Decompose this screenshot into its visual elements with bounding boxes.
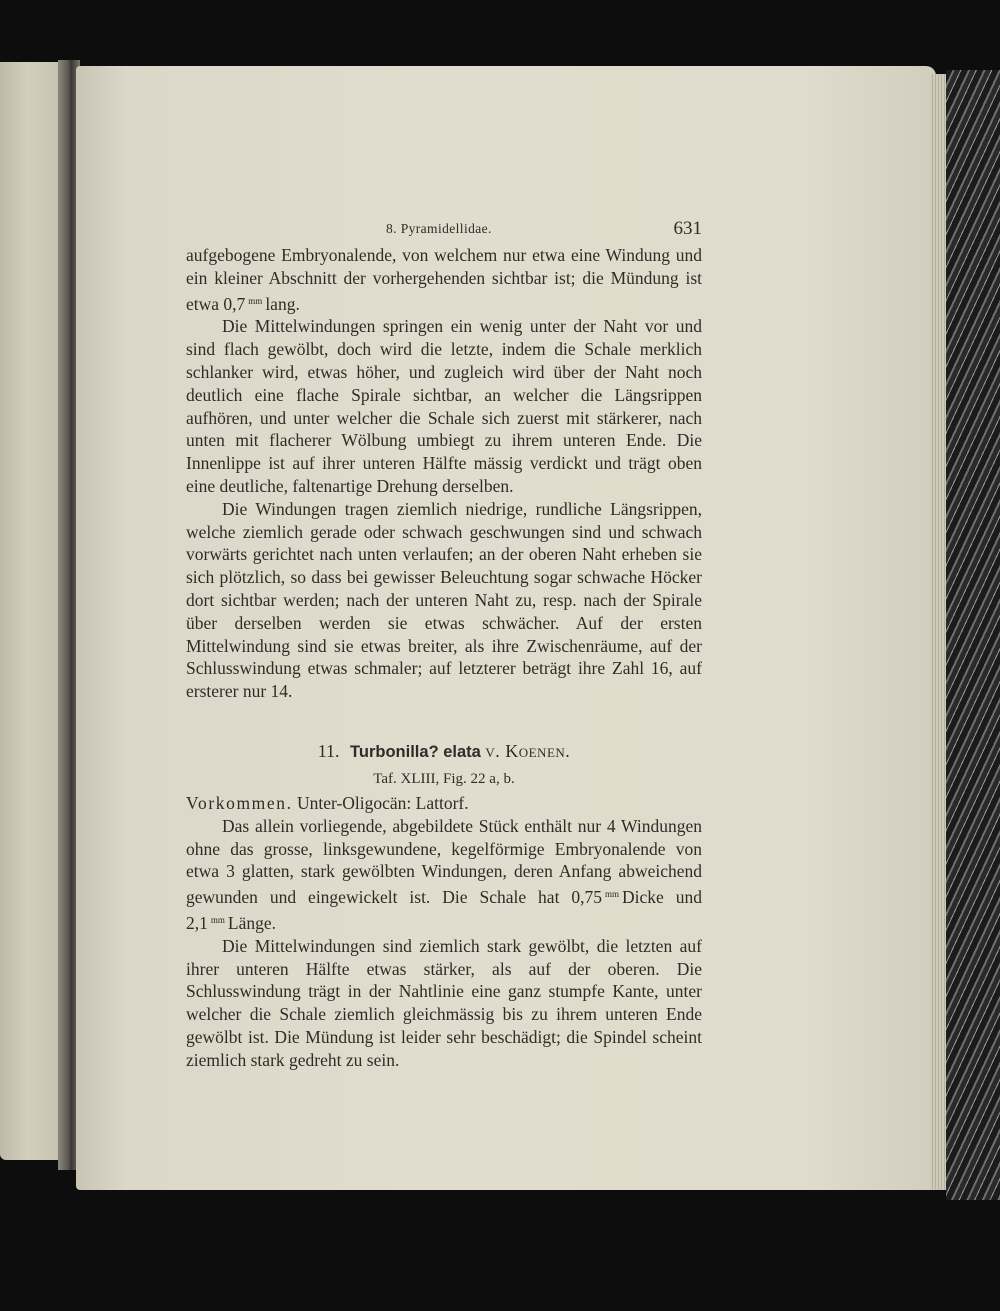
running-head: 8. Pyramidellidae.: [386, 221, 492, 236]
species-name: Turbonilla? elata: [350, 742, 481, 761]
paragraph: Die Mittelwindungen springen ein wenig unter der Naht vor und sind flach gewölbt, doch wird die letzte, indem die Schale merklich schlanker wird, etwas höher, und zugleich wird über der Naht noch deutlich eine flache Spirale sichtbar, an welcher die Längsrippen aufhören, und unter welcher die Schale sich zuerst mit stärkerer, nach unten mit flacherer Wölbung umbiegt zu ihrem unteren Ende. Die Innenlippe ist auf ihrer unteren Hälfte mässig verdickt und trägt oben eine deutliche, faltenartige Drehung derselben.: [186, 316, 702, 496]
paragraph: Das allein vorliegende, abgebildete Stück enthält nur 4 Windungen ohne das grosse, linksgewundene, kegelförmige Embryonalende von etwa 3 glatten, stark gewölbten Windungen, deren Anfang abweichend gewunden und eingewickelt ist. Die Schale hat 0,75 $^{mm}$ Dicke und 2,1 $^{mm}$ Länge.: [186, 815, 702, 933]
unit-mm: mm: [605, 889, 620, 900]
paragraph: Die Windungen tragen ziemlich niedrige, rundliche Längsrippen, welche ziemlich gerade oder schwach geschwungen sind und schwach vorwärts gerichtet nach unten verlaufen; an der oberen Naht erheben sie sich plötzlich, so dass bei gewisser Beleuchtung sogar schwache Höcker dort sichtbar werden; nach der unteren Naht zu, resp. nach der Spirale über derselben werden sie etwas schwächer. Auf der ersten Mittelwindung sind sie etwas breiter, als ihre Zwischenräume, auf der Schlusswindung etwas schmaler; auf letzterer beträgt ihre Zahl 16, auf ersterer nur 14.: [186, 498, 702, 702]
page-number: 631: [673, 218, 702, 239]
page-text: [186, 214, 702, 1072]
paragraph: Die Mittelwindungen sind ziemlich stark gewölbt, die letzten auf ihrer unteren Hälfte etwas stärker, als auf der oberen. Die Schlusswindung trägt in der Nahtlinie eine ganz stumpfe Kante, unter welcher die Schale ziemlich gleichmässig bis zu ihrem unteren Ende gewölbt ist. Die Mündung ist leider sehr beschädigt; die Spindel scheint ziemlich stark gedreht zu sein.: [186, 935, 702, 1070]
occurrence-text: Unter-Oligocän: Lattorf.: [296, 792, 469, 813]
occurrence-line: [186, 792, 702, 815]
marbled-binding: [946, 70, 1000, 1200]
species-heading: [186, 739, 702, 764]
page-header: [186, 214, 702, 244]
plate-reference: Taf. XLIII, Fig. 22 a, b.: [373, 770, 515, 787]
unit-mm: mm: [248, 295, 263, 306]
species-number: 11.: [317, 740, 340, 761]
species-author: v. Koenen.: [485, 740, 571, 761]
paragraph: aufgebogene Embryonalende, von welchem nur etwa eine Windung und ein kleiner Abschnitt der vorhergehenden sichtbar ist; die Mündung ist etwa 0,7 $^{mm}$ lang.: [186, 245, 702, 314]
occurrence-label: Vorkommen.: [186, 792, 293, 813]
unit-mm: mm: [210, 914, 225, 925]
